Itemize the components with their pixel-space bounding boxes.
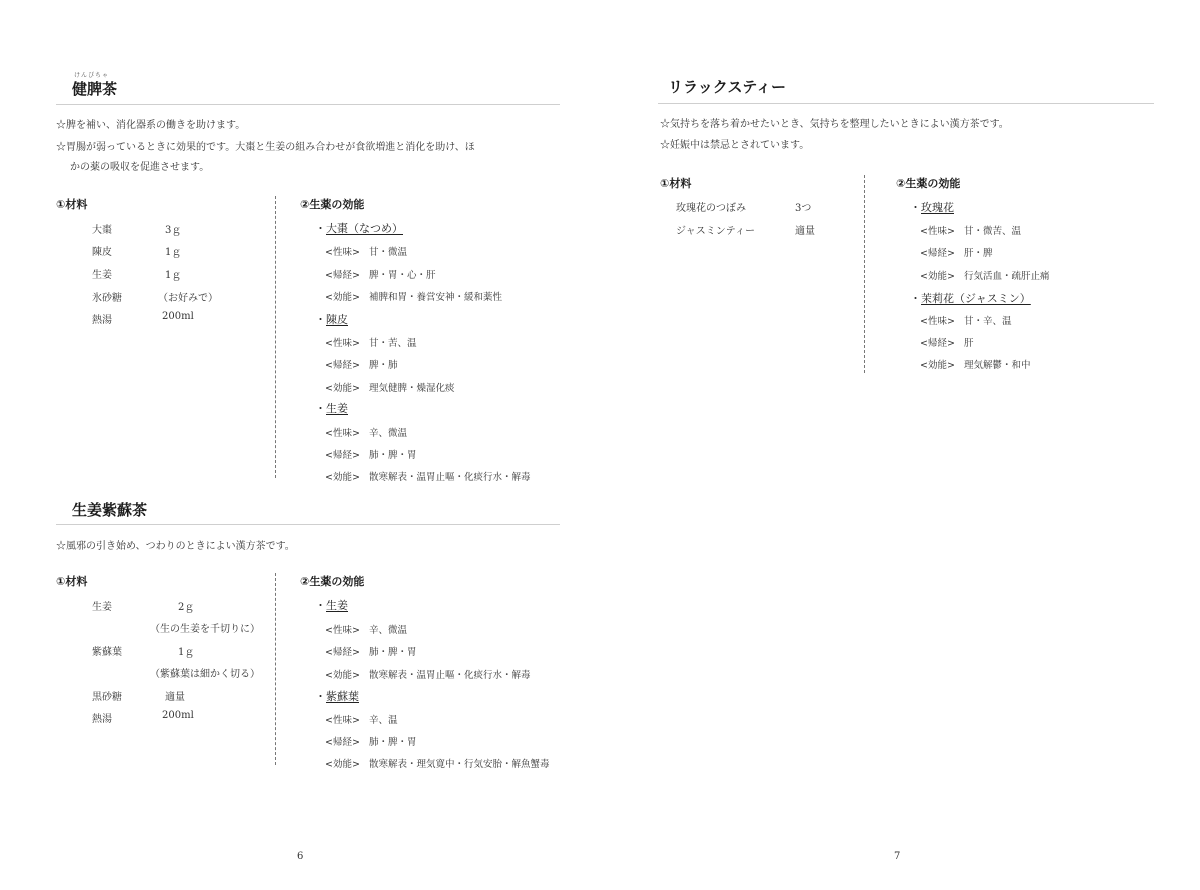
section-title-kenpicha: 健脾茶 <box>72 80 118 98</box>
column-divider <box>864 175 865 373</box>
herb-property: <効能> 行気活血・疏肝止痛 <box>920 271 1050 282</box>
herb-property: <帰経> 肝 <box>920 338 974 349</box>
section-divider <box>56 104 560 105</box>
herb-name: ・陳皮 <box>315 313 348 326</box>
material-amount: 3ｇ <box>165 225 182 236</box>
intro-line: かの薬の吸収を促進させます。 <box>70 162 210 173</box>
herb-name: ・生姜 <box>315 402 348 415</box>
effects-heading: ②生薬の効能 <box>300 575 365 588</box>
material-name: 陳皮 <box>92 247 112 258</box>
material-amount: 1ｇ <box>165 270 182 281</box>
material-amount: 適量 <box>795 226 815 237</box>
herb-property: <帰経> 肝・脾 <box>920 248 993 259</box>
page-right <box>600 0 1200 890</box>
material-amount: 1ｇ <box>165 247 182 258</box>
materials-heading: ①材料 <box>660 177 692 190</box>
section-divider <box>658 103 1154 104</box>
herb-property: <帰経> 脾・肺 <box>325 360 398 371</box>
material-amount: 3つ <box>795 203 812 214</box>
section-divider <box>56 524 560 525</box>
herb-property: <効能> 散寒解表・理気寛中・行気安胎・解魚蟹毒 <box>325 759 550 770</box>
herb-property: <性味> 辛、温 <box>325 715 398 726</box>
material-amount: 適量 <box>165 692 185 703</box>
material-name: 氷砂糖 <box>92 293 122 304</box>
page-number: 7 <box>894 851 901 862</box>
herb-property: <効能> 散寒解表・温胃止嘔・化痰行水・解毒 <box>325 670 531 681</box>
material-name: 玫瑰花のつぼみ <box>676 203 746 214</box>
intro-line: ☆風邪の引き始め、つわりのときによい漢方茶です。 <box>56 541 295 552</box>
title-furigana: けんぴちゃ <box>74 72 110 79</box>
material-amount: 2ｇ <box>178 602 195 613</box>
herb-property: <帰経> 肺・脾・胃 <box>325 737 417 748</box>
material-name: 黒砂糖 <box>92 692 122 703</box>
material-amount: 200ml <box>162 710 194 721</box>
material-name: ジャスミンティー <box>676 226 755 237</box>
column-divider <box>275 196 276 478</box>
material-name: 熱湯 <box>92 315 112 326</box>
material-name: 大棗 <box>92 225 112 236</box>
effects-heading: ②生薬の効能 <box>896 177 961 190</box>
material-name: 生姜 <box>92 270 112 281</box>
herb-property: <性味> 甘・辛、温 <box>920 316 1012 327</box>
herb-property: <性味> 甘・微苦、温 <box>920 226 1022 237</box>
herb-property: <性味> 甘・苦、温 <box>325 338 417 349</box>
material-note: （紫蘇葉は細かく切る） <box>150 669 260 680</box>
herb-property: <帰経> 肺・脾・胃 <box>325 647 417 658</box>
material-name: 紫蘇葉 <box>92 647 122 658</box>
herb-name: ・大棗（なつめ） <box>315 222 403 235</box>
materials-heading: ①材料 <box>56 198 88 211</box>
herb-property: <帰経> 脾・胃・心・肝 <box>325 270 436 281</box>
intro-line: ☆気持ちを落ち着かせたいとき、気持ちを整理したいときによい漢方茶です。 <box>660 119 1009 130</box>
herb-property: <効能> 理気解鬱・和中 <box>920 360 1031 371</box>
herb-property: <効能> 補脾和胃・養営安神・緩和薬性 <box>325 292 503 303</box>
herb-property: <効能> 理気健脾・燥湿化痰 <box>325 383 455 394</box>
material-amount: 200ml <box>162 311 194 322</box>
herb-name: ・玫瑰花 <box>910 201 954 214</box>
material-name: 生姜 <box>92 602 112 613</box>
material-amount: （お好みで） <box>158 293 218 304</box>
section-title-relax-tea: リラックスティー <box>668 78 787 96</box>
section-title-shoukyo-shiso: 生姜紫蘇茶 <box>72 501 148 519</box>
page-number: 6 <box>297 851 304 862</box>
herb-property: <性味> 辛、微温 <box>325 625 408 636</box>
herb-name: ・茉莉花（ジャスミン） <box>910 292 1031 305</box>
column-divider <box>275 573 276 765</box>
material-note: （生の生姜を千切りに） <box>150 624 260 635</box>
intro-line: ☆胃腸が弱っているときに効果的です。大棗と生姜の組み合わせが食欲増進と消化を助け、ほ <box>56 142 475 153</box>
intro-line: ☆妊娠中は禁忌とされています。 <box>660 140 810 151</box>
herb-property: <帰経> 肺・脾・胃 <box>325 450 417 461</box>
herb-name: ・紫蘇葉 <box>315 690 359 703</box>
material-amount: 1ｇ <box>178 647 195 658</box>
herb-property: <性味> 辛、微温 <box>325 428 408 439</box>
intro-line: ☆脾を補い、消化器系の働きを助けます。 <box>56 120 246 131</box>
materials-heading: ①材料 <box>56 575 88 588</box>
effects-heading: ②生薬の効能 <box>300 198 365 211</box>
herb-property: <効能> 散寒解表・温胃止嘔・化痰行水・解毒 <box>325 472 531 483</box>
herb-property: <性味> 甘・微温 <box>325 247 408 258</box>
herb-name: ・生姜 <box>315 599 348 612</box>
material-name: 熱湯 <box>92 714 112 725</box>
